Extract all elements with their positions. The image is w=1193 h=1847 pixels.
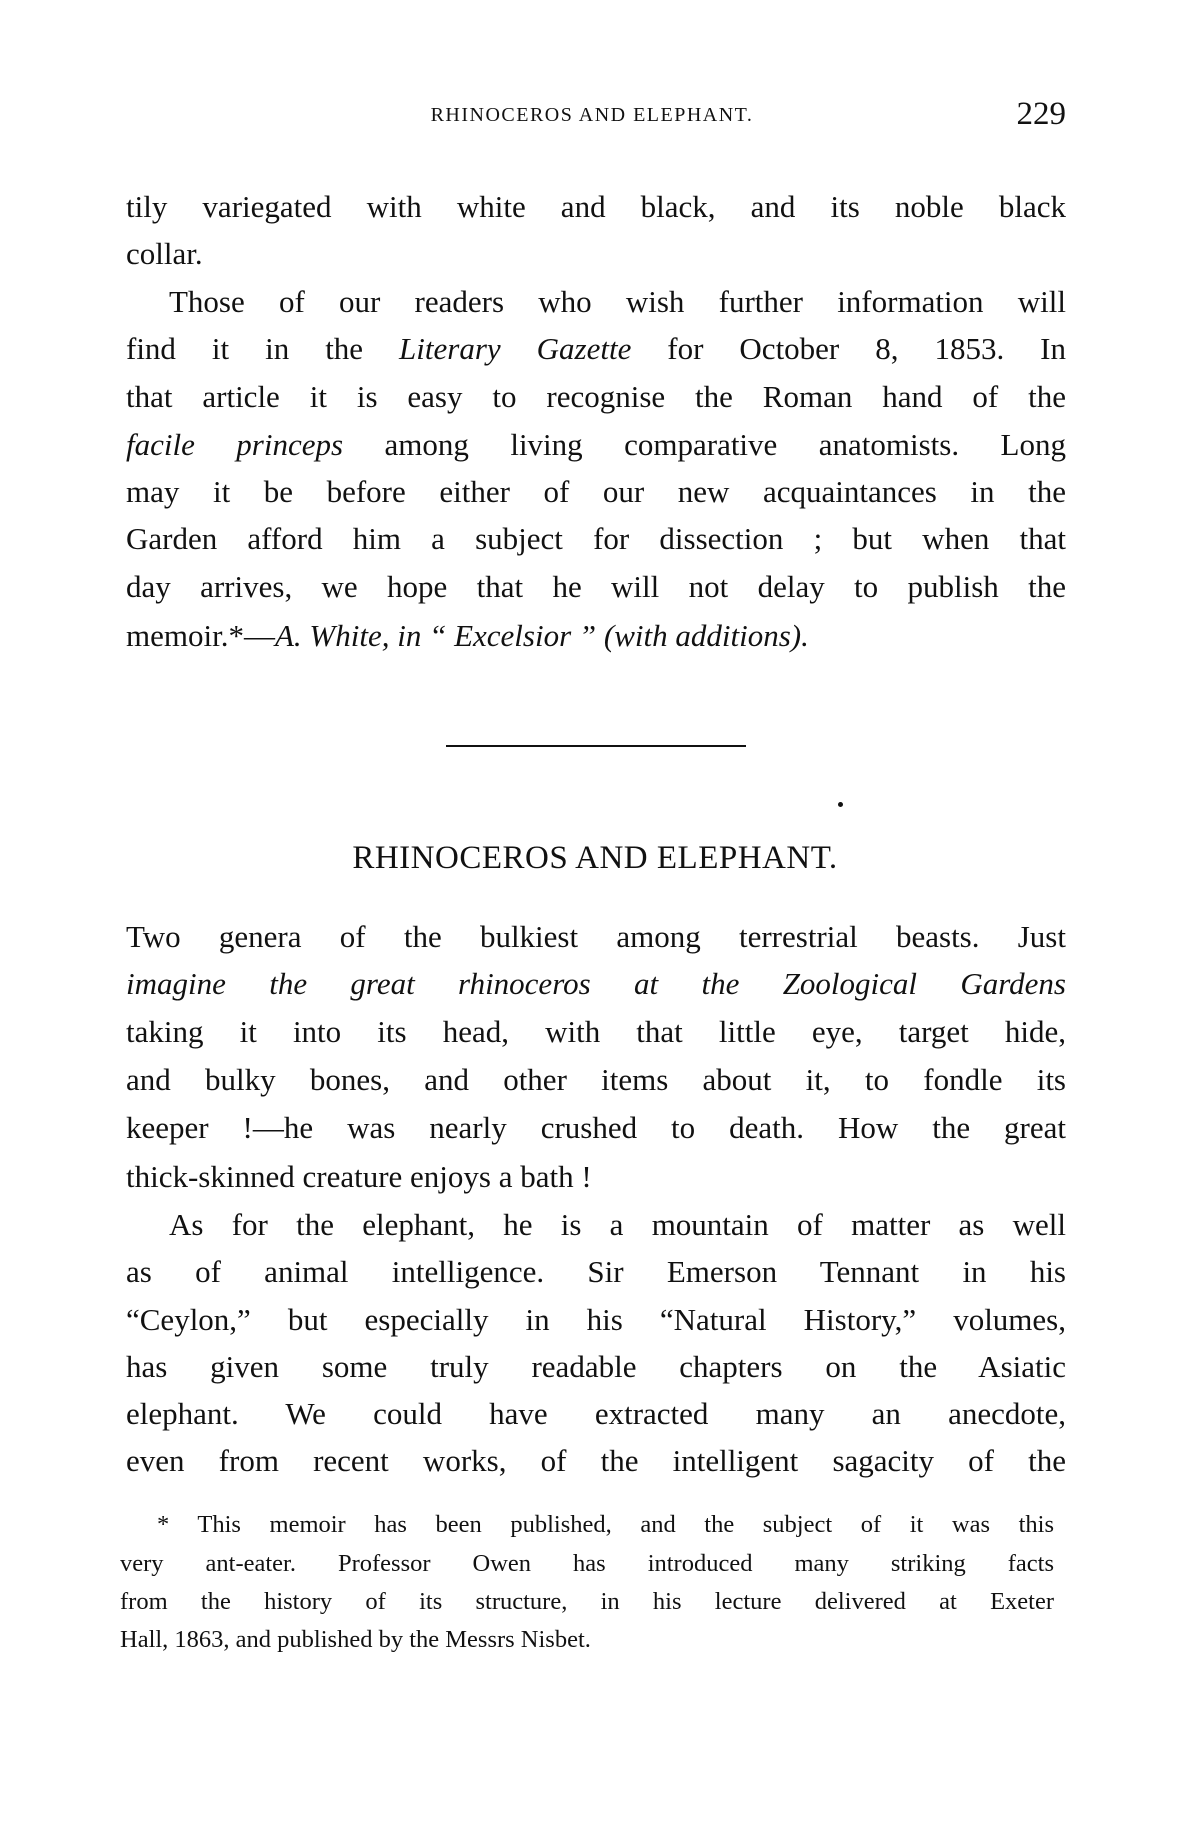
text-segment: * This memoir has been published, and the subject of it was this	[157, 1511, 1054, 1538]
text-line	[126, 1056, 1066, 1104]
text-line	[126, 1153, 1066, 1201]
text-line	[126, 515, 1066, 563]
running-title: RHINOCEROS AND ELEPHANT.	[430, 104, 754, 126]
section-heading: RHINOCEROS AND ELEPHANT.	[352, 840, 838, 876]
text-segment: Garden afford him a subject for dissection ; but when that	[126, 521, 1066, 556]
text-segment: thick-skinned creature enjoys a bath !	[126, 1159, 592, 1194]
text-segment: tily variegated with white and black, and its noble black	[126, 189, 1066, 224]
text-segment: taking it into its head, with that little eye, target hide,	[126, 1014, 1066, 1049]
text-line	[126, 183, 1066, 231]
text-segment: for October 8, 1853. In	[631, 331, 1066, 366]
text-segment: elephant. We could have extracted many an anecdote,	[126, 1396, 1066, 1431]
text-line	[126, 373, 1066, 421]
text-segment: day arrives, we hope that he will not delay to publish the	[126, 569, 1066, 604]
italic-text: A. White, in “ Excelsior ” (with additions).	[274, 618, 809, 653]
text-line	[126, 1008, 1066, 1056]
text-line	[126, 1104, 1066, 1152]
text-segment: Those of our readers who wish further information will	[169, 284, 1066, 319]
footnote-line	[120, 1583, 1054, 1621]
text-line	[126, 468, 1066, 516]
text-line	[126, 612, 1066, 660]
text-segment: has given some truly readable chapters on the Asiatic	[126, 1349, 1066, 1384]
text-line	[126, 325, 1066, 373]
text-segment: Hall, 1863, and published by the Messrs Nisbet.	[120, 1626, 591, 1653]
text-line	[126, 421, 1066, 469]
text-line	[126, 563, 1066, 611]
text-segment: as of animal intelligence. Sir Emerson Tennant in his	[126, 1254, 1066, 1289]
text-line	[169, 1201, 1066, 1249]
text-segment: find it in the	[126, 331, 400, 366]
footnote-line	[157, 1506, 1054, 1544]
italic-text: facile princeps	[126, 427, 344, 462]
footnote-line	[120, 1621, 1054, 1659]
text-segment: As for the elephant, he is a mountain of matter as well	[169, 1207, 1066, 1242]
text-segment: among living comparative anatomists. Long	[343, 427, 1066, 462]
text-line	[126, 913, 1066, 961]
text-line	[126, 960, 1066, 1008]
text-line	[169, 278, 1066, 326]
text-line	[126, 230, 1066, 278]
text-segment: Two genera of the bulkiest among terrestrial beasts. Just	[126, 919, 1066, 954]
stray-dot-mark	[838, 802, 843, 807]
section-divider-rule	[446, 745, 746, 747]
text-segment: keeper !—he was nearly crushed to death. How the great	[126, 1110, 1066, 1145]
text-line	[126, 1296, 1066, 1344]
text-line	[126, 1390, 1066, 1438]
text-line	[126, 1343, 1066, 1391]
text-segment: very ant-eater. Professor Owen has introduced many striking facts	[120, 1550, 1054, 1577]
italic-text: imagine the great rhinoceros at the Zoological Gardens	[126, 966, 1066, 1001]
text-segment: even from recent works, of the intelligent sagacity of the	[126, 1443, 1066, 1478]
text-segment: “Ceylon,” but especially in his “Natural History,” volumes,	[126, 1302, 1066, 1337]
text-line	[126, 1437, 1066, 1485]
text-segment: collar.	[126, 236, 203, 271]
text-segment: and bulky bones, and other items about it, to fondle its	[126, 1062, 1066, 1097]
text-segment: may it be before either of our new acquaintances in the	[126, 474, 1066, 509]
footnote-line	[120, 1545, 1054, 1583]
text-segment: memoir.*—	[126, 618, 275, 653]
italic-text: Literary Gazette	[399, 331, 632, 366]
page-number: 229	[1016, 96, 1066, 132]
text-segment: that article it is easy to recognise the Roman hand of the	[126, 379, 1066, 414]
text-segment: from the history of its structure, in his lecture delivered at Exeter	[120, 1588, 1054, 1615]
text-line	[126, 1248, 1066, 1296]
